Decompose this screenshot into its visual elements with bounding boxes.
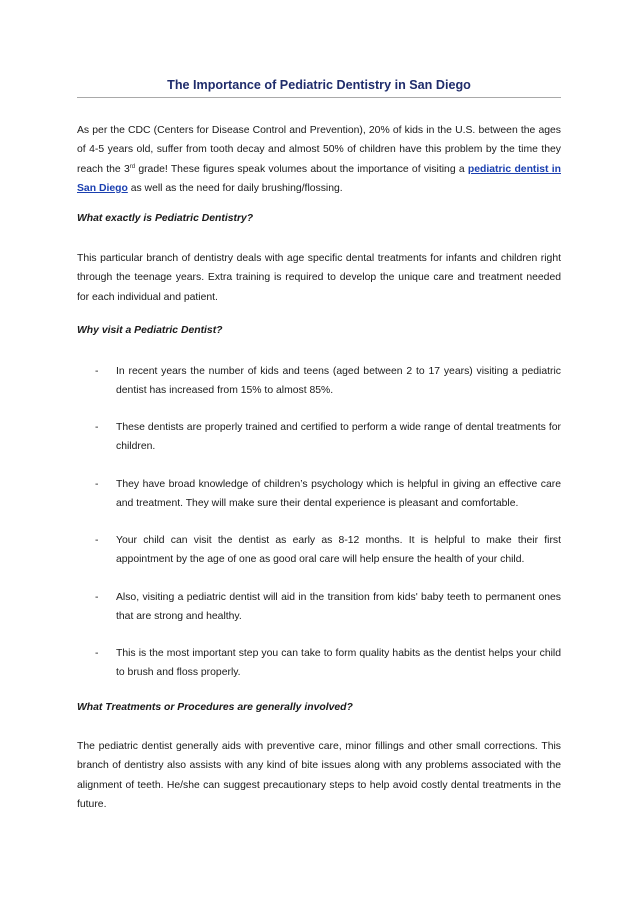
section-body-what-is: This particular branch of dentistry deals with age specific dental treatments for infants and children right through the teenage years. Extra training is required to develop the unique care and treatment needed for each individual and patient. — [77, 253, 561, 303]
list-item-text: Also, visiting a pediatric dentist will aid in the transition from kids' baby teeth to permanent ones that are strong and healthy. — [116, 592, 561, 623]
bullet-marker: - — [95, 422, 99, 433]
section-heading-why-visit: Why visit a Pediatric Dentist? — [77, 325, 223, 336]
bullet-marker: - — [95, 592, 99, 603]
document-title: The Importance of Pediatric Dentistry in San Diego — [167, 78, 471, 92]
list-item-text: These dentists are properly trained and certified to perform a wide range of dental treatments for children. — [116, 422, 561, 453]
section-heading-treatments: What Treatments or Procedures are generally involved? — [77, 702, 353, 713]
intro-text-3: as well as the need for daily brushing/flossing. — [127, 182, 343, 194]
bullet-marker: - — [95, 366, 99, 377]
intro-paragraph — [77, 121, 561, 198]
bullet-marker: - — [95, 535, 99, 546]
list-item-text: Your child can visit the dentist as early as 8-12 months. It is helpful to make their first appointment by the age of one as good oral care will help ensure the health of your child. — [116, 535, 561, 566]
title-divider — [77, 97, 561, 98]
ordinal-suffix: rd — [129, 163, 136, 170]
section-body-treatments: The pediatric dentist generally aids with preventive care, minor fillings and other small corrections. This branch of dentistry also assists with any kind of bite issues along with any problems associated with the alignment of teeth. He/she can suggest precautionary steps to help avoid costly dental treatments in the future. — [77, 741, 561, 810]
section-heading-what-is: What exactly is Pediatric Dentistry? — [77, 213, 254, 224]
bullet-marker: - — [95, 479, 99, 490]
list-item-text: In recent years the number of kids and teens (aged between 2 to 17 years) visiting a pediatric dentist has increased from 15% to almost 85%. — [116, 366, 561, 397]
list-item-text: This is the most important step you can take to form quality habits as the dentist helps your child to brush and floss properly. — [116, 648, 561, 679]
pediatric-dentist-link[interactable]: pediatric dentist in San Diego — [77, 163, 561, 194]
bullet-marker: - — [95, 648, 99, 659]
intro-text-2: grade! These figures speak volumes about the importance of visiting a — [135, 163, 468, 175]
intro-text-1: As per the CDC (Centers for Disease Control and Prevention), 20% of kids in the U.S. between the ages of 4-5 years old, suffer from tooth decay and almost 50% of children have this problem by the time they reach the 3 — [77, 125, 561, 175]
list-item-text: They have broad knowledge of children’s psychology which is helpful in giving an effective care and treatment. They will make sure their dental experience is pleasant and comfortable. — [116, 479, 561, 510]
